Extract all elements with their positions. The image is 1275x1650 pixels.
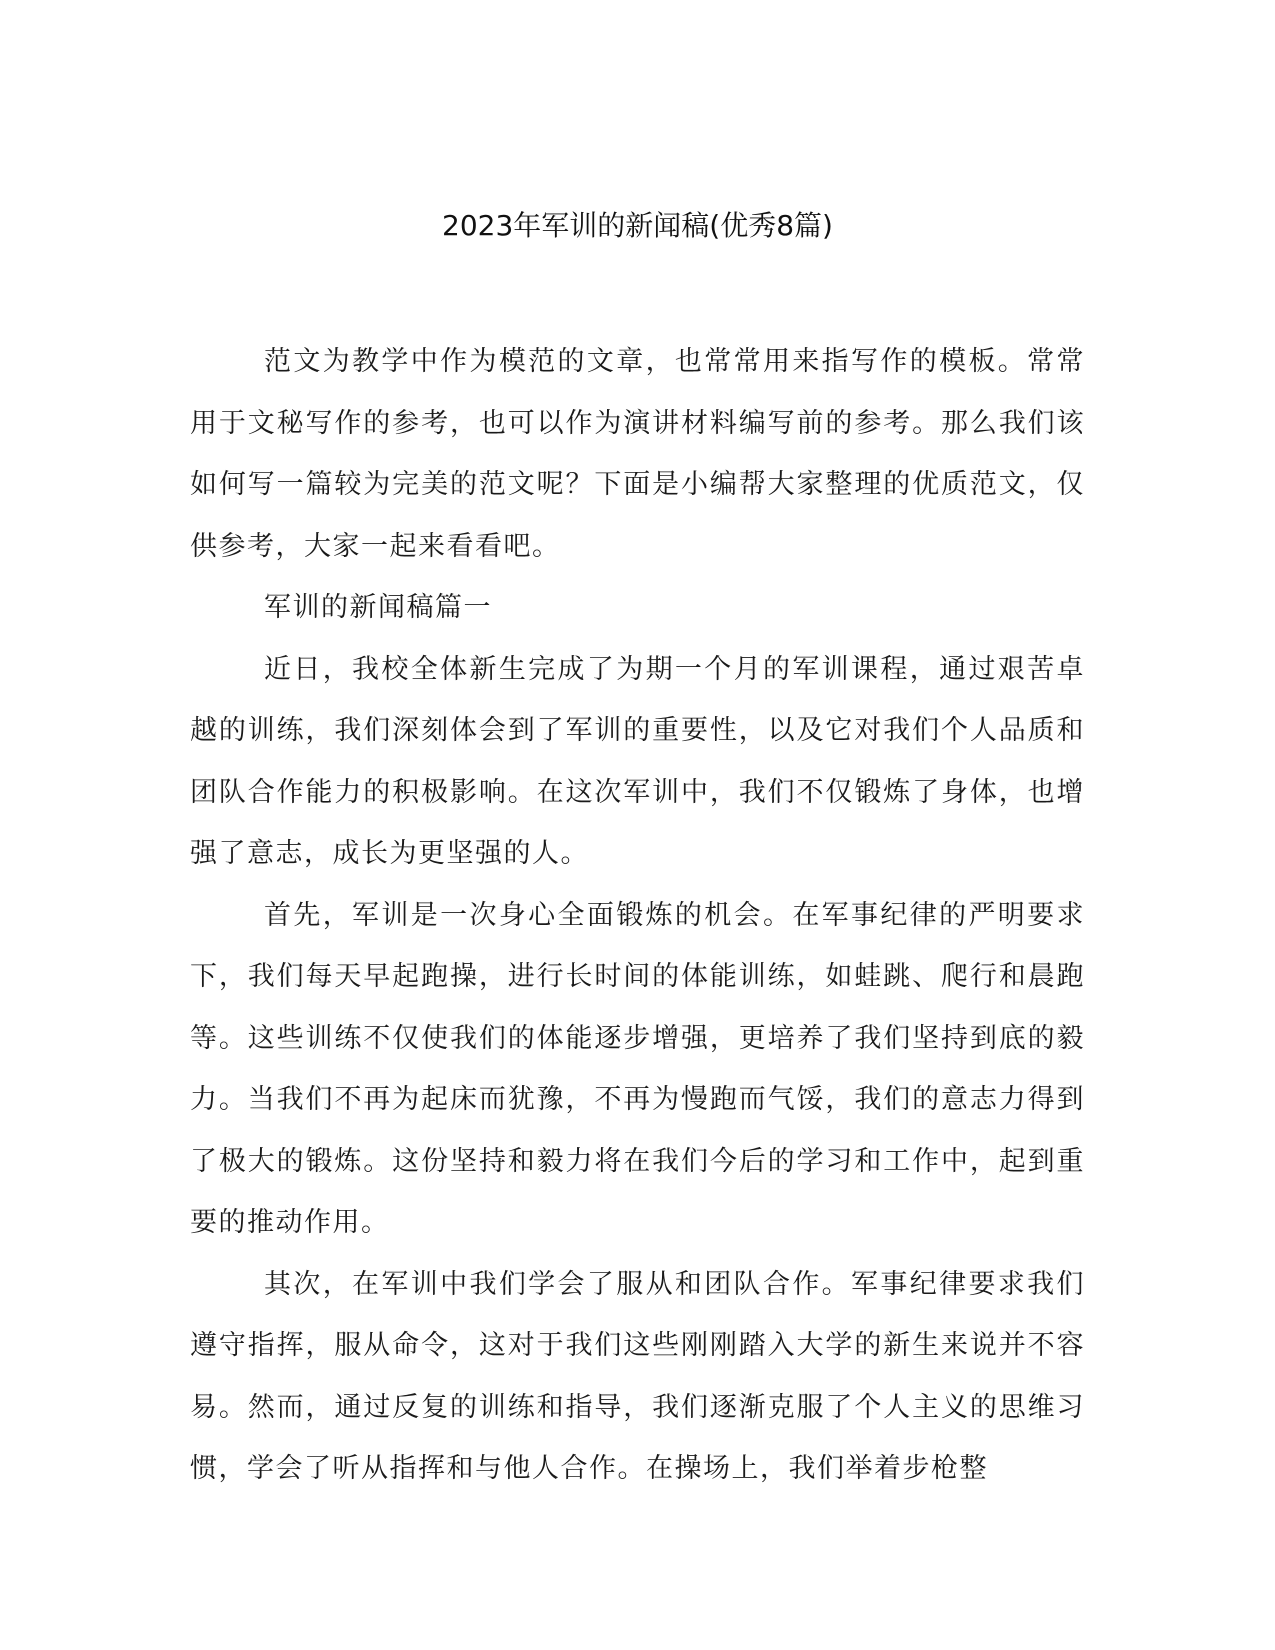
document-body: [190, 331, 1085, 1500]
document-title: 2023年军训的新闻稿(优秀8篇): [442, 209, 833, 242]
paragraph-intro: 范文为教学中作为模范的文章，也常常用来指写作的模板。常常用于文秘写作的参考，也可以作为演讲材料编写前的参考。那么我们该如何写一篇较为完美的范文呢？下面是小编帮大家整理的优质范文，仅供参考，大家一起来看看吧。: [190, 346, 1085, 562]
paragraph: 近日，我校全体新生完成了为期一个月的军训课程，通过艰苦卓越的训练，我们深刻体会到了军训的重要性，以及它对我们个人品质和团队合作能力的积极影响。在这次军训中，我们不仅锻炼了身体，也增强了意志，成长为更坚强的人。: [190, 653, 1085, 869]
paragraph: 首先，军训是一次身心全面锻炼的机会。在军事纪律的严明要求下，我们每天早起跑操，进行长时间的体能训练，如蛙跳、爬行和晨跑等。这些训练不仅使我们的体能逐步增强，更培养了我们坚持到底的毅力。当我们不再为起床而犹豫，不再为慢跑而气馁，我们的意志力得到了极大的锻炼。这份坚持和毅力将在我们今后的学习和工作中，起到重要的推动作用。: [190, 899, 1085, 1238]
section-heading: 军训的新闻稿篇一: [264, 592, 492, 623]
paragraph: 其次，在军训中我们学会了服从和团队合作。军事纪律要求我们遵守指挥，服从命令，这对于我们这些刚刚踏入大学的新生来说并不容易。然而，通过反复的训练和指导，我们逐渐克服了个人主义的思维习惯，学会了听从指挥和与他人合作。在操场上，我们举着步枪整: [190, 1268, 1085, 1484]
